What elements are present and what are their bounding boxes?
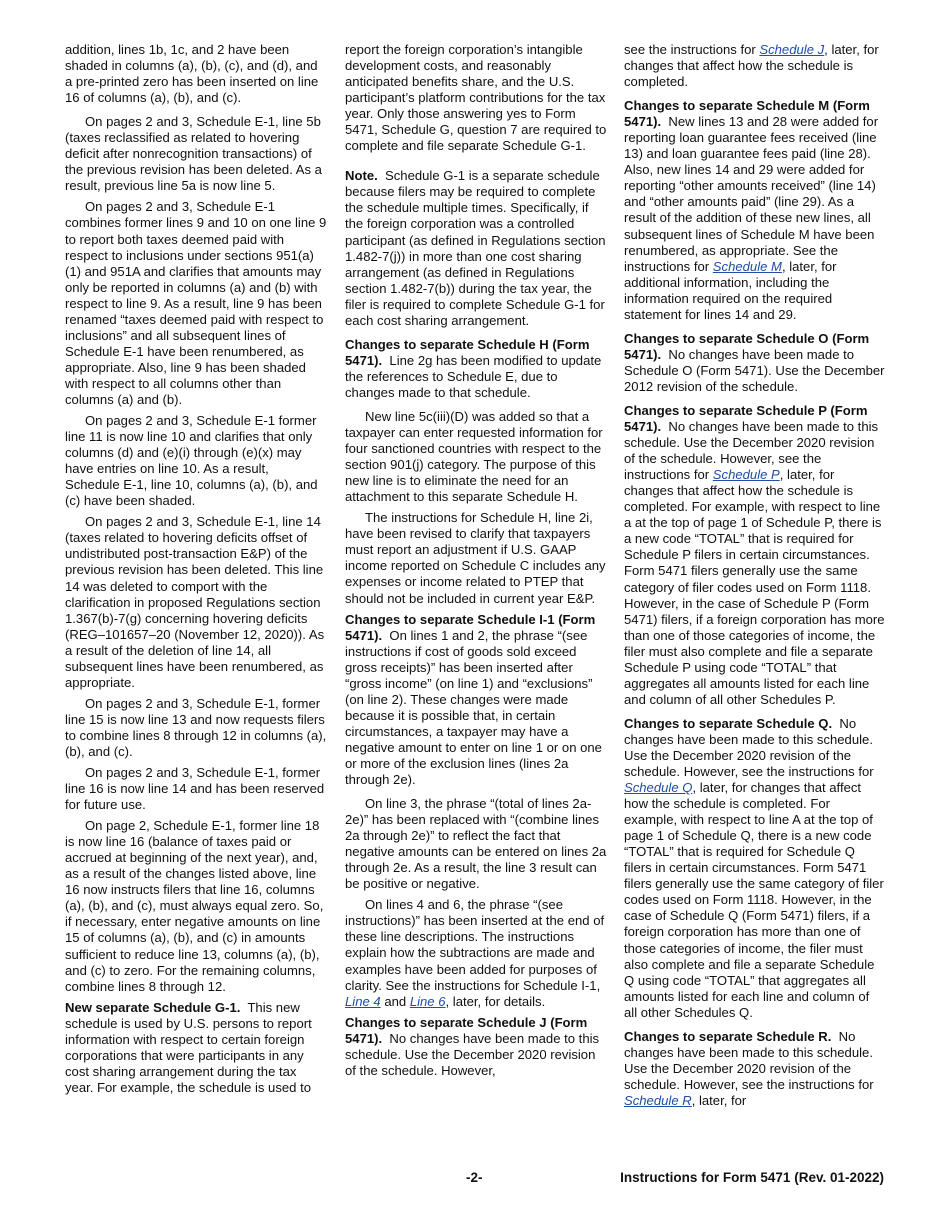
section-text: New lines 13 and 28 were added for reporting loan guarantee fees received (line 13) and loan guarantee fees paid (line 28). Also, new lines 14 and 29 were added for reporting “other amounts received” (line 14) and “other amounts paid” (line 29). As a result of the addition of these new lines, all subsequent lines of Schedule M have been renumbered, as appropriate. See the instructions for <box>624 114 879 274</box>
link-schedule-p[interactable]: Schedule P <box>712 467 780 483</box>
paragraph: report the foreign corporation’s intangible development costs, and reasonably anticipated benefits share, and the U.S. participant’s platform contributions for the tax year. Only those answering yes to Form 5471, Schedule G, question 7 are required to complete and file separate Schedule G-1. <box>345 42 607 154</box>
paragraph <box>345 897 607 1009</box>
section-schedule-j <box>345 1015 607 1079</box>
section-heading: Changes to separate Schedule I-1 (Form 5471). <box>345 611 596 643</box>
section-text: , later, for additional information, including the information required on the required statement for lines 14 and 29. <box>624 258 837 322</box>
conjunction: and <box>384 993 407 1009</box>
section-heading: Changes to separate Schedule P (Form 5471). <box>624 402 868 435</box>
section-schedule-g1 <box>65 1000 327 1096</box>
paragraph: On pages 2 and 3, Schedule E-1 combines former lines 9 and 10 on one line 9 to report both taxes deemed paid with respect to inclusions under sections 951(a)(1) and 951A and clarifies that amounts may only be reported in columns (a) and (b) with respect to line 9. As a result, line 9 has been renamed “taxes deemed paid with respect to inclusions” and all subsequent lines of Schedule E-1 have been renumbered, as appropriate. Also, line 9 has been shaded with respect to all columns other than columns (a) and (b). <box>65 199 327 407</box>
section-schedule-o <box>624 331 886 395</box>
section-heading: Changes to separate Schedule O (Form 5471). <box>624 330 870 362</box>
column-1 <box>65 42 327 1104</box>
link-schedule-j[interactable]: Schedule J <box>759 42 825 57</box>
section-text: No changes have been made to this schedule. Use the December 2020 revision of the schedule. However, see the instructions for <box>624 715 874 780</box>
section-schedule-m <box>624 98 886 323</box>
section-schedule-r <box>624 1029 886 1109</box>
section-schedule-h <box>345 337 607 401</box>
note-text: Schedule G-1 is a separate schedule because filers may be required to complete the schedule multiple times. Specifically, if the foreign corporation was a controlled participant (as defined in Regulations section 1.482-7(j)) in more than one cost sharing arrangement (as defined in Regulations section 1.482-7(b)) during the tax year, the filer is required to complete Schedule G-1 for each cost sharing arrangement. <box>345 168 606 328</box>
section-text: Line 2g has been modified to update the references to Schedule E, due to changes made to that schedule. <box>345 352 602 400</box>
section-text: , later, for changes that affect how the schedule is completed. For example, with respect to line A at the top of page 1 of Schedule Q, there is a new code “TOTAL” that is required for Schedule Q filers in certain circumstances. Form 5471 filers generally use the same category of filer codes used on Form 1118. However, in the case of Schedule Q (Form 5471) filers, if a foreign corporation has more than one of those categories of income, the filer must also complete and file a separate Schedule Q using code “TOTAL” that aggregates all amounts listed for each line and column of all other Schedules Q. <box>624 780 884 1020</box>
link-line-6[interactable]: Line 6 <box>409 993 446 1009</box>
paragraph: The instructions for Schedule H, line 2i, have been revised to clarify that taxpayers must report an adjustment if U.S. GAAP income reported on Schedule C includes any expenses or income related to PTEP that should not be included in current year E&P. <box>345 510 606 606</box>
section-text: On lines 1 and 2, the phrase “(see instructions if cost of goods sold exceed gross receipts)” has been inserted after “gross income” (on line 1) and “exclusions” (on line 2). These changes were made because it is possible that, in certain circumstances, a taxpayer may have a negative amount to enter on line 1 or on one or more of the exclusion lines (lines 2a through 2e). <box>345 627 602 788</box>
paragraph: On pages 2 and 3, Schedule E-1, former line 15 is now line 13 and now requests filers to combine lines 8 through 12 in columns (a), (b), and (c). <box>65 695 327 759</box>
section-heading: Changes to separate Schedule H (Form 5471). <box>345 336 590 368</box>
paragraph: On pages 2 and 3, Schedule E-1, former line 16 is now line 14 and has been reserved for future use. <box>65 765 325 813</box>
column-3 <box>624 42 886 1117</box>
paragraph: On page 2, Schedule E-1, former line 18 is now line 16 (balance of taxes paid or accrued at beginning of the next year), and, as a result of the changes listed above, line 16 now instructs filers that line 16, columns (a), (b), and (c), must always equal zero. So, if necessary, enter negative amounts on line 15 of columns (a), (b), and (c) in amounts sufficient to reduce line 13, columns (a), (b), and (c) to zero. For the remaining columns, combine lines 8 through 12. <box>65 818 324 994</box>
paragraph: On line 3, the phrase “(total of lines 2a-2e)” has been replaced with “(combine lines 2a through 2e)” to reflect the fact that negative amounts can be entered on lines 2a through 2e. As a result, the line 3 result can be positive or negative. <box>345 796 607 892</box>
section-heading: Changes to separate Schedule M (Form 5471). <box>624 98 870 130</box>
section-text: No changes have been made to this schedule. Use the December 2020 revision of the schedule. However, see the instructions for <box>624 419 879 483</box>
section-text: , later, for <box>691 1092 747 1108</box>
paragraph <box>624 42 886 90</box>
section-heading: Changes to separate Schedule Q. <box>624 715 833 731</box>
section-schedule-q <box>624 716 886 1021</box>
section-schedule-p <box>624 403 886 708</box>
section-text: No changes have been made to this schedule. Use the December 2020 revision of the schedule. However, <box>345 1030 600 1078</box>
note-heading: Note. <box>345 168 378 184</box>
section-text: , later, for changes that affect how the schedule is completed. For example, with respect to line a at the top of page 1 of Schedule P, there is a new code “TOTAL” that is required for Schedule P filers in certain circumstances. Form 5471 filers generally use the same category of filer codes used on Form 1118. However, in the case of Schedule P (Form 5471) filers, if a foreign corporation has more than one of those categories of income, the filer must also complete and file a separate Schedule P using code “TOTAL” that aggregates all amounts listed for each line and column of all other Schedules P. <box>624 467 885 707</box>
document-title: Instructions for Form 5471 (Rev. 01-2022) <box>620 1170 884 1185</box>
section-schedule-i1 <box>345 612 607 789</box>
section-heading: Changes to separate Schedule R. <box>624 1028 832 1044</box>
link-line-4[interactable]: Line 4 <box>345 993 381 1009</box>
section-heading: New separate Schedule G-1. <box>65 999 241 1015</box>
paragraph: On pages 2 and 3, Schedule E-1, line 14 (taxes related to hovering deficits offset of undistributed post-transaction E&P) of the previous revision has been deleted. This line 14 was deleted to comport with the clarification in proposed Regulations section 1.367(b)-7(g) concerning hovering deficits (REG–101657–20 (November 12, 2020)). As a result of the deletion of line 14, all subsequent lines have been renumbered, as appropriate. <box>65 514 325 690</box>
paragraph-text: , later, for details. <box>445 993 546 1009</box>
paragraph-text: On lines 4 and 6, the phrase “(see instructions)” has been inserted at the end of these line descriptions. The instructions explain how the subtractions are made and examples have been added for purposes of clarity. See the instructions for Schedule I-1, <box>345 897 605 993</box>
page-number: -2- <box>466 1170 483 1185</box>
note <box>345 168 607 328</box>
section-text: No changes have been made to Schedule O (Form 5471). Use the December 2012 revision of the schedule. <box>624 346 885 394</box>
paragraph: New line 5c(iii)(D) was added so that a taxpayer can enter requested information for four sanctioned countries with respect to the section 901(j) category. The purpose of this new line is to eliminate the need for an attachment to this separate Schedule H. <box>345 408 603 505</box>
link-schedule-r[interactable]: Schedule R <box>624 1092 692 1108</box>
paragraph: On pages 2 and 3, Schedule E-1 former line 11 is now line 10 and clarifies that only columns (d) and (e)(i) through (e)(x) may have entries on line 10. As a result, Schedule E-1, line 10, columns (a), (b), and (c) have been shaded. <box>65 413 318 509</box>
paragraph-text: , later, for changes that affect how the schedule is completed. <box>624 42 879 90</box>
paragraph-text: see the instructions for <box>624 42 756 57</box>
section-heading: Changes to separate Schedule J (Form 5471). <box>345 1014 588 1046</box>
section-text: This new schedule is used by U.S. persons to report information with respect to certain foreign corporations that were participants in any cost sharing arrangement during the tax year. For example, the schedule is used to <box>65 999 312 1095</box>
link-schedule-m[interactable]: Schedule M <box>712 258 782 274</box>
paragraph: addition, lines 1b, 1c, and 2 have been shaded in columns (a), (b), (c), and (d), and a pre-printed zero has been inserted on line 16 of columns (a), (b), and (c). <box>65 42 319 106</box>
paragraph: On pages 2 and 3, Schedule E-1, line 5b (taxes reclassified as related to hovering deficit after nonrecognition transactions) of the previous revision has been deleted. As a result, previous line 5a is now line 5. <box>65 114 322 194</box>
link-schedule-q[interactable]: Schedule Q <box>624 780 693 796</box>
section-text: No changes have been made to this schedule. Use the December 2020 revision of the schedule. However, see the instructions for <box>624 1028 874 1092</box>
column-2 <box>345 42 607 1087</box>
